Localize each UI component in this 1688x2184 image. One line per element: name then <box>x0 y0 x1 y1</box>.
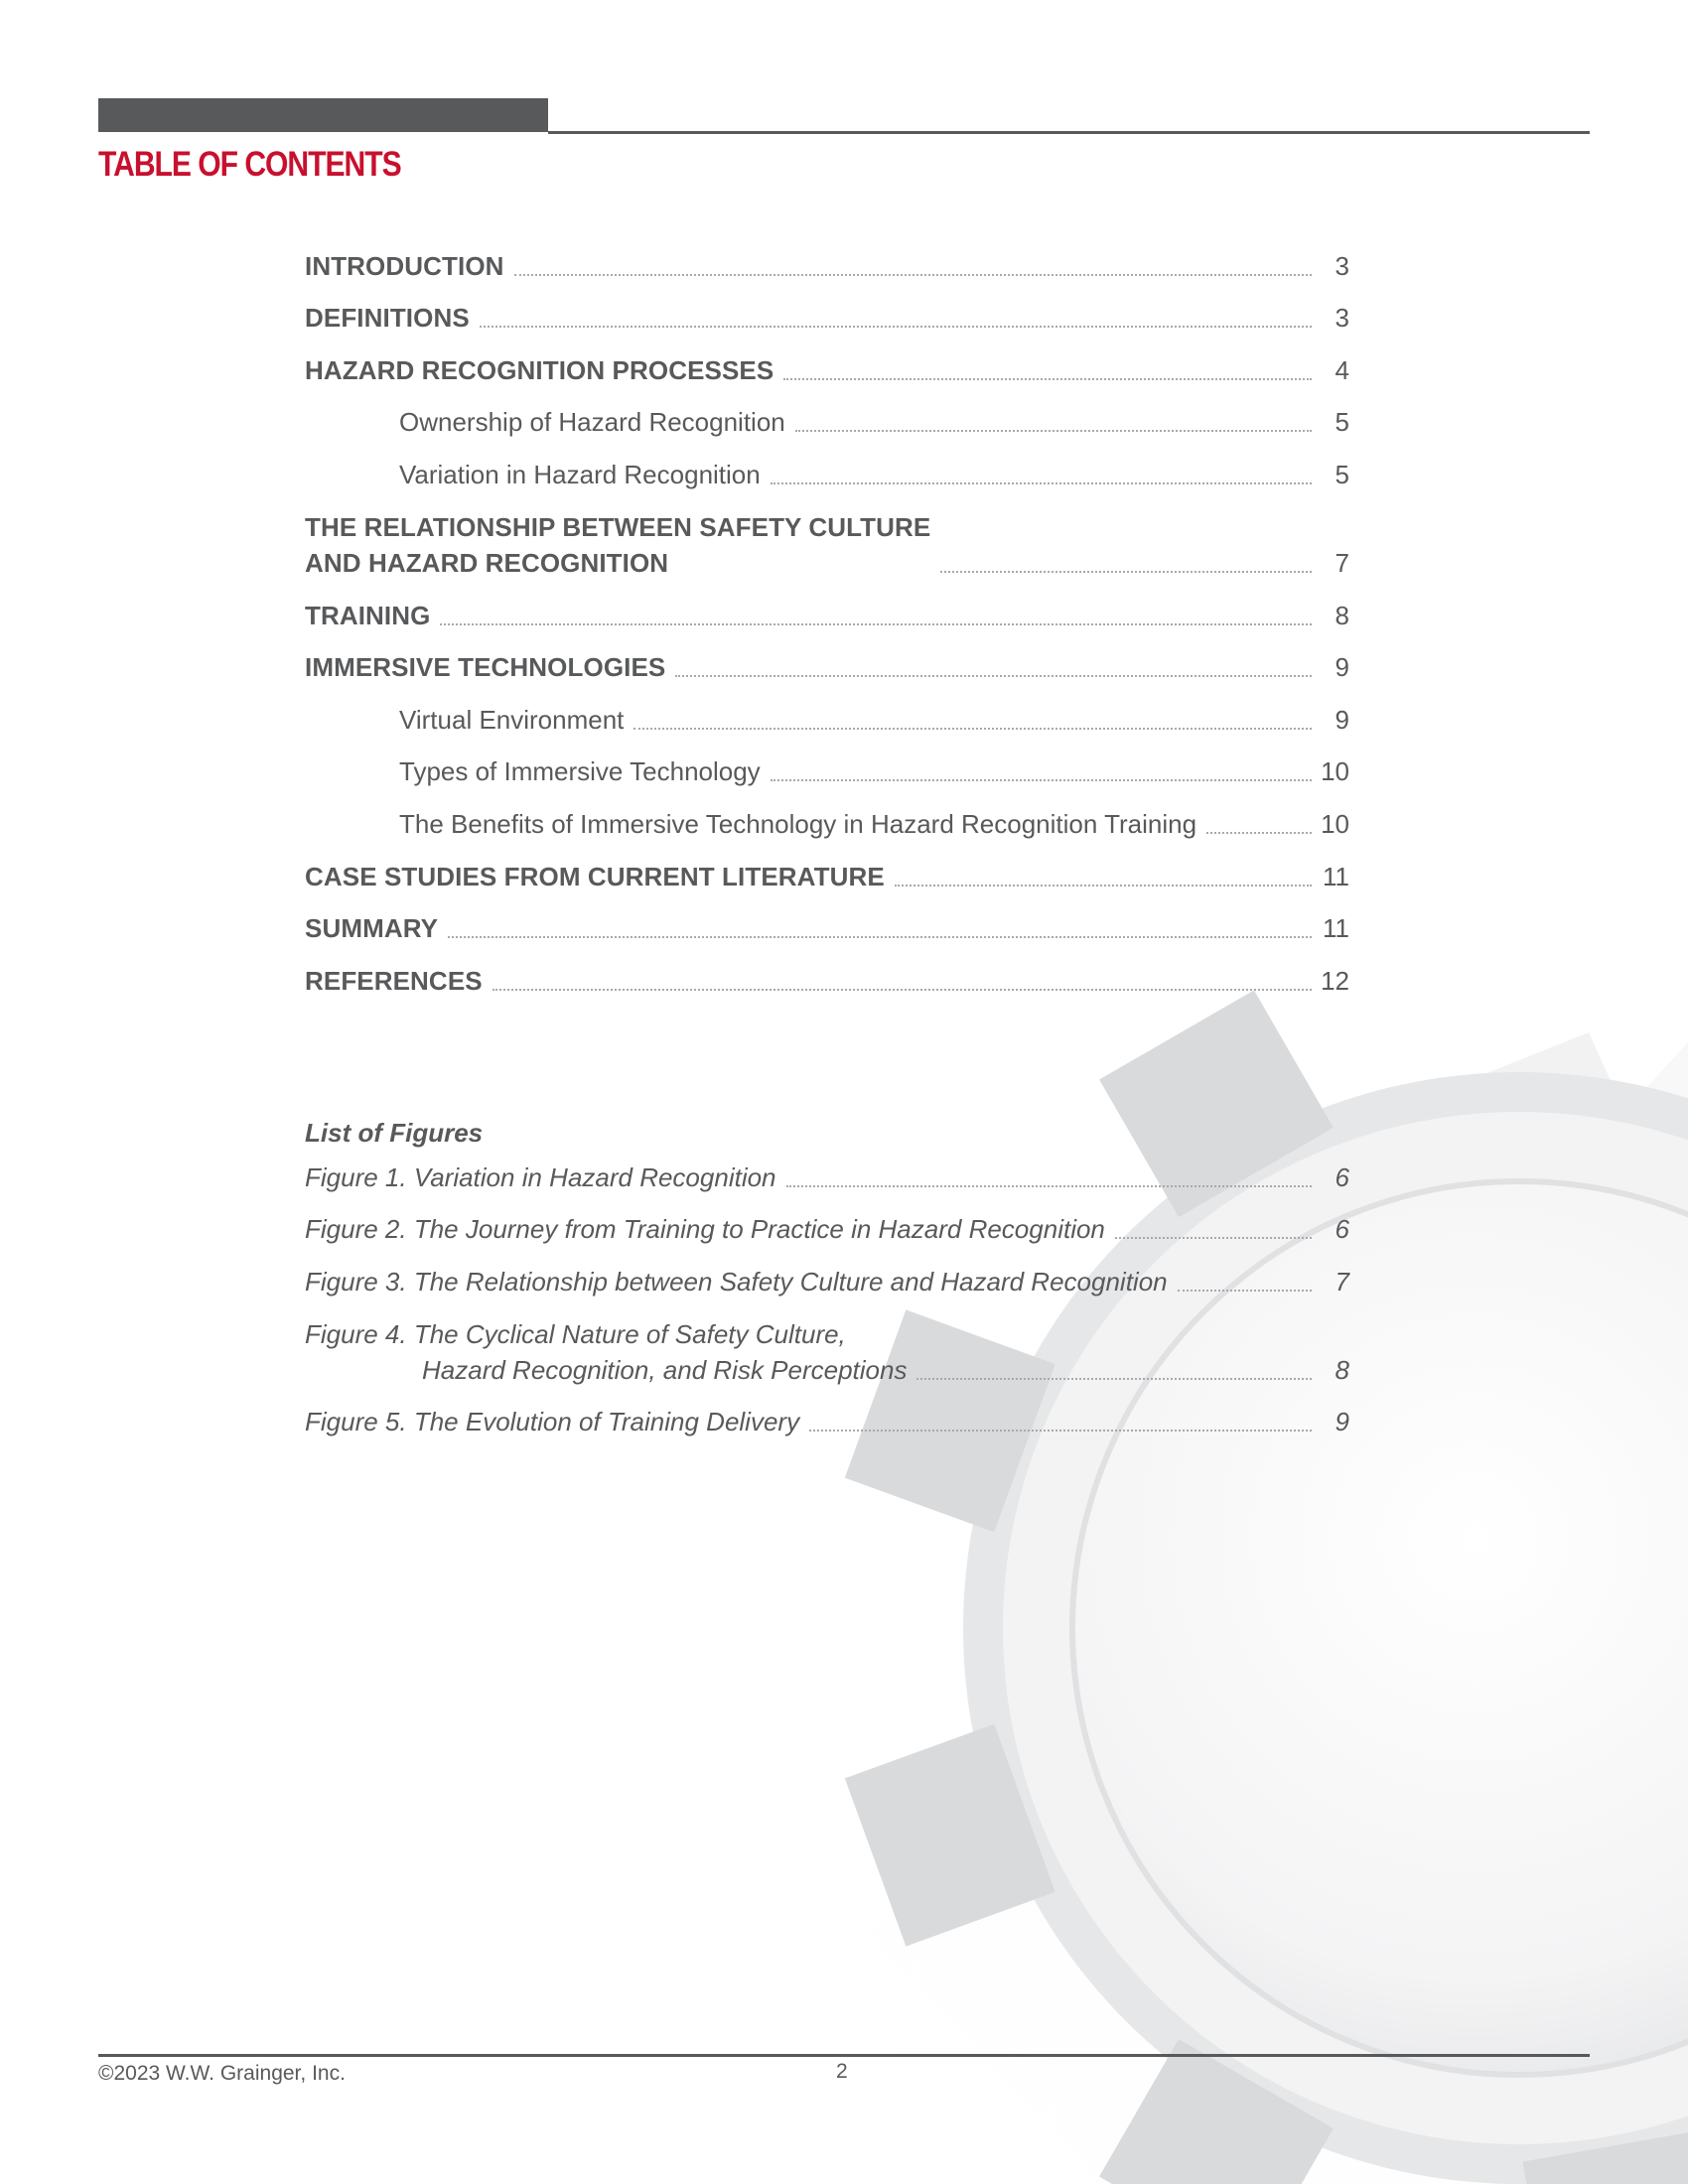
toc-entry-introduction[interactable] <box>305 243 1349 296</box>
toc-entry-label: INTRODUCTION <box>305 250 504 281</box>
toc-entry-references[interactable] <box>305 958 1349 1011</box>
header-rule <box>548 131 1590 134</box>
toc-entry-label: Types of Immersive Technology <box>399 756 761 787</box>
toc-entry-definitions[interactable] <box>305 296 1349 348</box>
toc-entry-label: HAZARD RECOGNITION PROCESSES <box>305 354 774 385</box>
toc-page-number: 10 <box>1321 756 1349 787</box>
figure-entry-label: Figure 1. Variation in Hazard Recognition <box>305 1161 776 1192</box>
dot-leader <box>675 675 1312 677</box>
footer-page-number: 2 <box>836 2060 848 2083</box>
toc-page-number: 12 <box>1321 965 1349 996</box>
figure-entry-label <box>305 1316 907 1388</box>
toc-page-number: 8 <box>1335 600 1349 630</box>
figure-entry-5[interactable] <box>305 1400 1349 1452</box>
figure-entry-3[interactable] <box>305 1259 1349 1311</box>
figure-entry-2[interactable] <box>305 1207 1349 1260</box>
toc-entry-benefits-of-immersive-technology[interactable] <box>305 801 1349 854</box>
dot-leader <box>440 623 1312 625</box>
toc-entry-label: CASE STUDIES FROM CURRENT LITERATURE <box>305 861 885 891</box>
dot-leader <box>940 571 1312 573</box>
dot-leader <box>895 885 1312 887</box>
toc-entry-case-studies[interactable] <box>305 854 1349 906</box>
toc-entry-label: TRAINING <box>305 600 431 630</box>
toc-page-number: 4 <box>1335 354 1349 385</box>
toc-entry-label: The Benefits of Immersive Technology in Hazard Recognition Training <box>399 808 1197 839</box>
figure-page-number: 6 <box>1335 1214 1349 1245</box>
toc-entry-immersive-technologies[interactable] <box>305 645 1349 698</box>
footer-rule <box>98 2054 1590 2057</box>
figure-entry-line2: Hazard Recognition, and Risk Perceptions <box>422 1354 908 1385</box>
toc-page-number: 3 <box>1335 250 1349 281</box>
list-of-figures <box>305 1155 1349 1451</box>
toc-entry-training[interactable] <box>305 593 1349 645</box>
figure-entry-label: Figure 2. The Journey from Training to Practice in Hazard Recognition <box>305 1214 1105 1245</box>
dot-leader <box>771 482 1312 484</box>
dot-leader <box>1178 1290 1312 1292</box>
toc-page-number: 9 <box>1335 704 1349 735</box>
dot-leader <box>480 326 1312 328</box>
dot-leader <box>448 936 1312 938</box>
footer-copyright: ©2023 W.W. Grainger, Inc. <box>98 2062 346 2085</box>
toc-entry-label: REFERENCES <box>305 965 483 996</box>
figure-page-number: 8 <box>1335 1354 1349 1385</box>
figure-entry-label: Figure 5. The Evolution of Training Delivery <box>305 1407 800 1437</box>
toc-entry-label: Ownership of Hazard Recognition <box>399 407 785 438</box>
toc-page-number: 3 <box>1335 303 1349 334</box>
toc-page-number: 7 <box>1335 547 1349 578</box>
figure-entry-line1: Figure 4. The Cyclical Nature of Safety Culture, <box>305 1318 846 1349</box>
toc-entry-summary[interactable] <box>305 906 1349 959</box>
dot-leader <box>771 779 1312 781</box>
toc-page-number: 11 <box>1323 913 1349 944</box>
toc-entry-safety-culture-relationship[interactable] <box>305 504 1349 593</box>
toc-entry-ownership-of-hazard-recognition[interactable] <box>305 400 1349 453</box>
toc-entry-types-of-immersive-technology[interactable] <box>305 750 1349 802</box>
toc-entry-label: THE RELATIONSHIP BETWEEN SAFETY CULTURE AND HAZARD RECOGNITION <box>305 511 931 578</box>
dot-leader <box>809 1430 1312 1432</box>
toc-page-number: 10 <box>1321 808 1349 839</box>
figure-entry-4[interactable] <box>305 1311 1349 1400</box>
dot-leader <box>492 989 1312 991</box>
figure-entry-1[interactable] <box>305 1155 1349 1207</box>
page-title: TABLE OF CONTENTS <box>98 145 401 184</box>
toc-entry-variation-in-hazard-recognition[interactable] <box>305 452 1349 504</box>
toc-page-number: 5 <box>1335 459 1349 489</box>
toc-page-number: 5 <box>1335 407 1349 438</box>
toc-entry-hazard-recognition-processes[interactable] <box>305 347 1349 400</box>
dot-leader <box>783 378 1312 380</box>
dot-leader <box>916 1378 1312 1380</box>
figure-page-number: 7 <box>1335 1266 1349 1297</box>
list-of-figures-heading: List of Figures <box>305 1118 484 1148</box>
dot-leader <box>795 430 1312 432</box>
toc-entry-label: Virtual Environment <box>399 704 625 735</box>
dot-leader <box>786 1185 1312 1187</box>
figure-entry-label: Figure 3. The Relationship between Safety Culture and Hazard Recognition <box>305 1266 1168 1297</box>
dot-leader <box>514 274 1312 276</box>
table-of-contents <box>305 243 1349 1011</box>
figure-page-number: 6 <box>1335 1161 1349 1192</box>
toc-page-number: 9 <box>1335 652 1349 683</box>
dot-leader <box>633 728 1312 730</box>
dot-leader <box>1206 832 1312 834</box>
toc-entry-label: IMMERSIVE TECHNOLOGIES <box>305 652 666 683</box>
toc-entry-label: Variation in Hazard Recognition <box>399 459 761 489</box>
figure-page-number: 9 <box>1335 1407 1349 1437</box>
toc-entry-label: DEFINITIONS <box>305 303 470 334</box>
toc-entry-label: SUMMARY <box>305 913 439 944</box>
header-accent-bar <box>98 98 548 132</box>
dot-leader <box>1115 1237 1312 1239</box>
toc-page-number: 11 <box>1323 861 1349 891</box>
toc-entry-virtual-environment[interactable] <box>305 697 1349 750</box>
